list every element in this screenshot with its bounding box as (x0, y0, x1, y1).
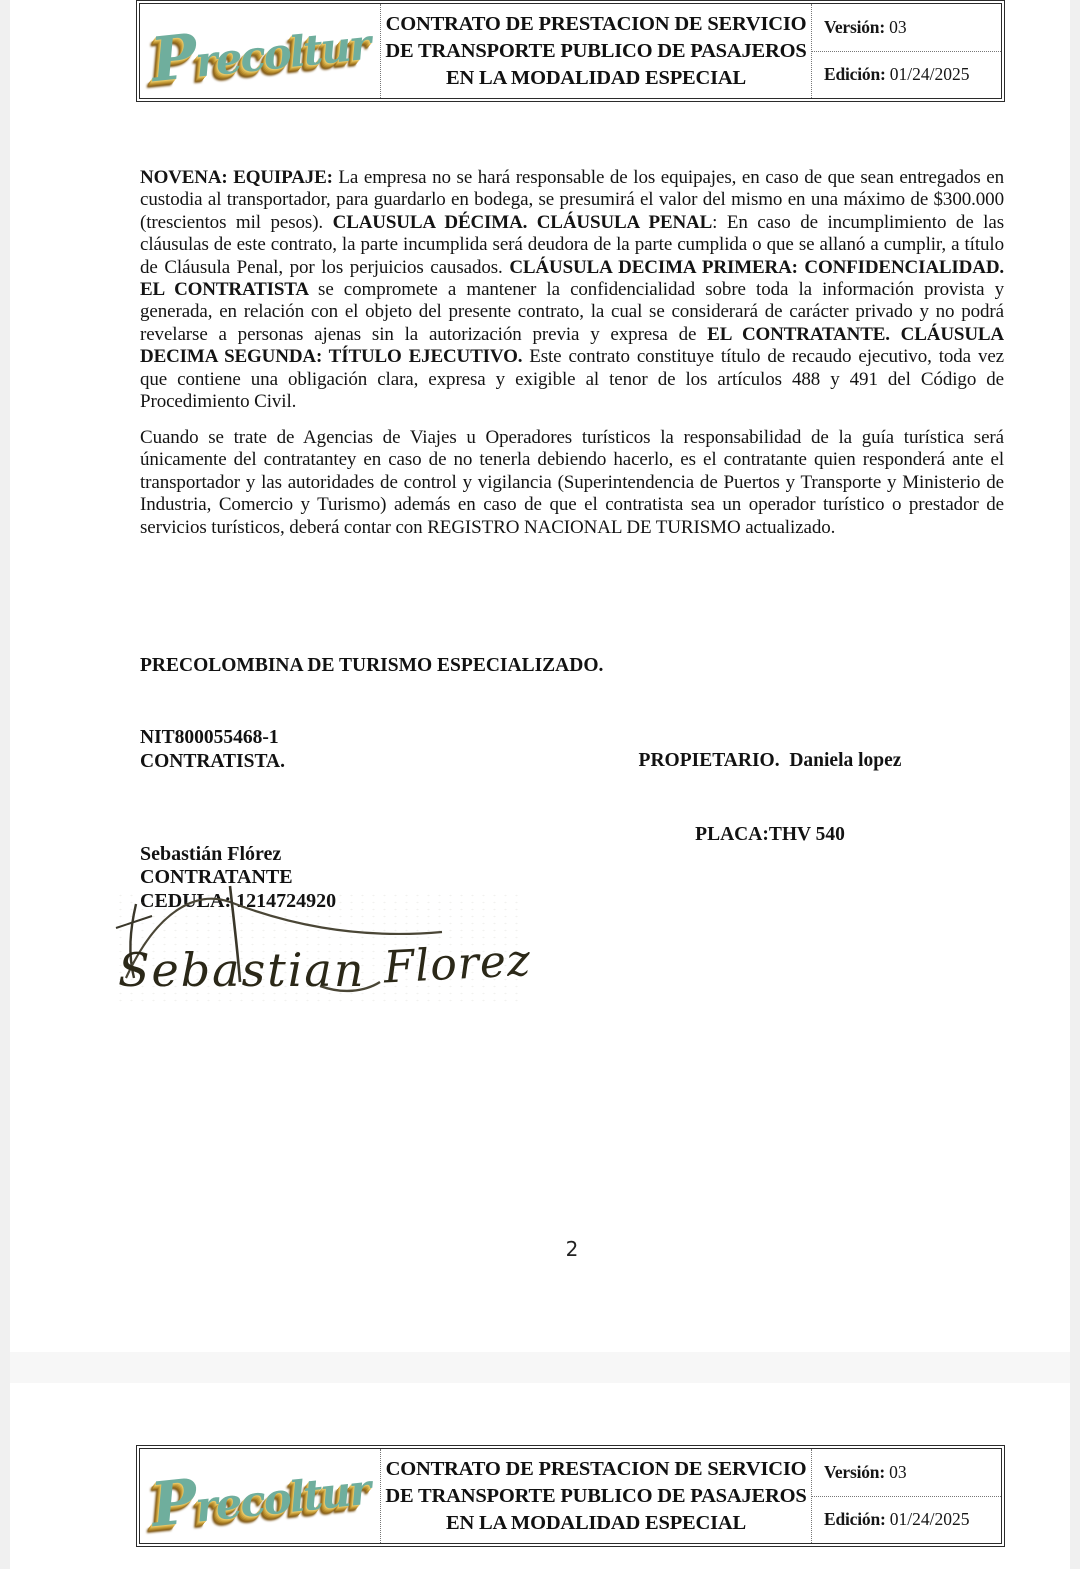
signature-image (112, 882, 542, 1017)
title-line-3: EN LA MODALIDAD ESPECIAL (446, 66, 746, 89)
signature-word-2: Florez (382, 934, 533, 994)
version-row (812, 4, 1001, 52)
contractor-role: CONTRATISTA. (140, 751, 286, 772)
title-line-1: CONTRATO DE PRESTACION DE SERVICIO (385, 12, 807, 35)
edition-row (812, 52, 1001, 99)
logo-cell (140, 4, 380, 98)
contractor-nit: NIT800055468-1 (140, 727, 279, 748)
page-header-table (136, 1445, 1005, 1547)
signer-role: CONTRATANTE (140, 866, 293, 889)
clauses-paragraph: NOVENA: EQUIPAJE: La empresa no se hará responsable de los equipajes, en caso de que sean entregados en custodia al transportador, para guardarlo en bodega, se presumirá el valor del mismo en una máximo de $300.000 (trescientos mil pesos). CLAUSULA DÉCIMA. CLÁUSULA PENAL: En caso de incumplimiento de las cláusulas de este contrato, la parte incumplida será deudora de la parte cumplida o que se allanó a cumplir, a título de Cláusula Penal, por los perjuicios causados. CLÁUSULA DECIMA PRIMERA: CONFIDENCIALIDAD. EL CONTRATISTA se compromete a mantener la confidencialidad sobre toda la información provista y generada, en relación con el objeto del presente contrato, la cual se considerará de carácter privado y no podrá revelarse a personas ajenas sin la autorización previa y expresa de EL CONTRATANTE. CLÁUSULA DECIMA SEGUNDA: TÍTULO EJECUTIVO. Este contrato constituye título de recaudo ejecutivo, toda vez que contiene una obligación clara, expresa y exigible al tenor de los artículos 488 y 491 del Código de Procedimiento Civil. (140, 167, 1005, 413)
version-label: Versión: (824, 16, 890, 37)
page-1 (10, 0, 1070, 1352)
owner-line: PROPIETARIO. Daniela lopez (638, 750, 902, 771)
title-line-3: EN LA MODALIDAD ESPECIAL (446, 1511, 746, 1534)
edition-value: 01/24/2025 (889, 1509, 970, 1530)
edition-label: Edición: (824, 64, 890, 85)
version-value: 03 (889, 16, 907, 37)
edition-label: Edición: (824, 1509, 890, 1530)
document-title (380, 1449, 812, 1543)
precoltur-logo: Precoltur (147, 19, 372, 96)
page-separator (10, 1352, 1070, 1383)
signer-name: Sebastián Flórez (140, 843, 282, 865)
edition-row (812, 1497, 1001, 1544)
edition-value: 01/24/2025 (889, 64, 970, 85)
signer-id: CEDULA: 1214724920 (140, 889, 337, 912)
precoltur-logo: Precoltur (147, 1464, 372, 1541)
version-label: Versión: (824, 1461, 890, 1482)
version-edition-cell (812, 1449, 1001, 1543)
signature-word-1: Sebastian (118, 943, 366, 997)
title-line-2: DE TRANSPORTE PUBLICO DE PASAJEROS (385, 39, 807, 62)
page-2 (10, 1383, 1070, 1569)
tourism-paragraph: Cuando se trate de Agencias de Viajes u Operadores turísticos la responsabilidad de la guía turística será únicamente del contratantey en caso de no tenerla debiendo hacerlo, es el contratante quien responderá ante el transportador y las autoridades de control y vigilancia (Superintendencia de Puertos y Transporte y Ministerio de Industria, Comercio y Turismo) además en caso de que el contratista sea un operador turístico o prestador de servicios turísticos, deberá contar con REGISTRO NACIONAL DE TURISMO actualizado. (140, 427, 1004, 538)
page-header-table (136, 0, 1005, 102)
document-title (380, 4, 812, 98)
owner-block (560, 700, 980, 896)
company-name: PRECOLOMBINA DE TURISMO ESPECIALIZADO. (140, 655, 604, 676)
page-number: 2 (565, 1237, 579, 1261)
title-line-1: CONTRATO DE PRESTACION DE SERVICIO (385, 1457, 807, 1480)
version-row (812, 1449, 1001, 1497)
logo-cell (140, 1449, 380, 1543)
version-value: 03 (889, 1461, 907, 1482)
version-edition-cell (812, 4, 1001, 98)
plate-line: PLACA:THV 540 (695, 823, 845, 845)
title-line-2: DE TRANSPORTE PUBLICO DE PASAJEROS (385, 1484, 807, 1507)
